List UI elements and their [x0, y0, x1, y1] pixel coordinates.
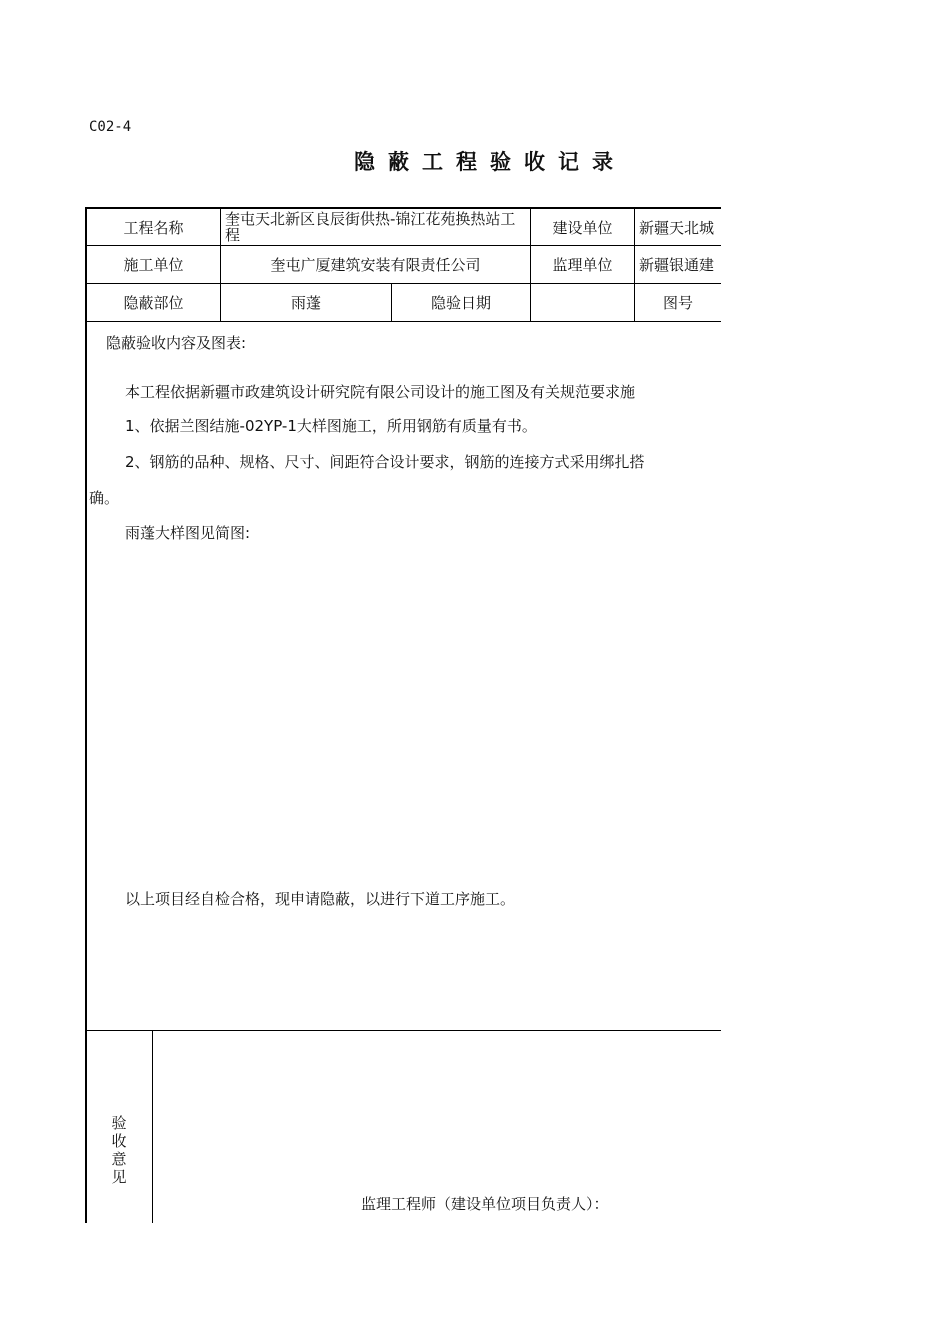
- owner-label: 建设单位: [552, 218, 613, 237]
- drawing-label: 图号: [662, 294, 693, 312]
- page-title: 隐蔽工程验收记录: [354, 150, 626, 174]
- row-divider: [85, 321, 721, 322]
- signer-label: 监理工程师（建设单位项目负责人）：: [361, 1195, 609, 1213]
- project-name-label: 工程名称: [123, 218, 184, 237]
- sketch-label: 雨蓬大样图见简图:: [125, 524, 251, 542]
- contractor-value: 奎屯广厦建筑安装有限责任公司: [270, 256, 481, 274]
- item-2-continued: 确。: [89, 489, 120, 507]
- contractor-label: 施工单位: [123, 256, 184, 274]
- table-left-border: [85, 207, 87, 1223]
- item-1: 1、依据兰图结施-02YP-1大样图施工，所用钢筋有质量有书。: [125, 417, 537, 435]
- location-label: 隐蔽部位: [123, 294, 184, 312]
- acceptance-label: 验收意见: [111, 1114, 127, 1186]
- owner-value: 新疆天北城: [639, 218, 715, 237]
- project-name-text: 奎屯天北新区良辰街供热-锦江花苑换热站工程: [225, 210, 516, 244]
- supervisor-label: 监理单位: [552, 256, 613, 274]
- intro-paragraph: 本工程依据新疆市政建筑设计研究院有限公司设计的施工图及有关规范要求施: [125, 383, 636, 401]
- form-code: C02-4: [89, 119, 132, 135]
- project-name-value: [221, 209, 530, 245]
- col-divider: [152, 1030, 153, 1223]
- item-2: 2、钢筋的品种、规格、尺寸、间距符合设计要求，钢筋的连接方式采用绑扎搭: [125, 453, 645, 471]
- date-label: 隐验日期: [430, 294, 491, 312]
- section-divider: [85, 1030, 721, 1031]
- location-value: 雨蓬: [290, 294, 321, 312]
- record-form: [85, 207, 721, 1223]
- date-value: [531, 284, 634, 321]
- section-label: 隐蔽验收内容及图表:: [106, 334, 247, 352]
- supervisor-value: 新疆银通建: [639, 256, 715, 274]
- conclusion-text: 以上项目经自检合格，现申请隐蔽，以进行下道工序施工。: [125, 890, 516, 908]
